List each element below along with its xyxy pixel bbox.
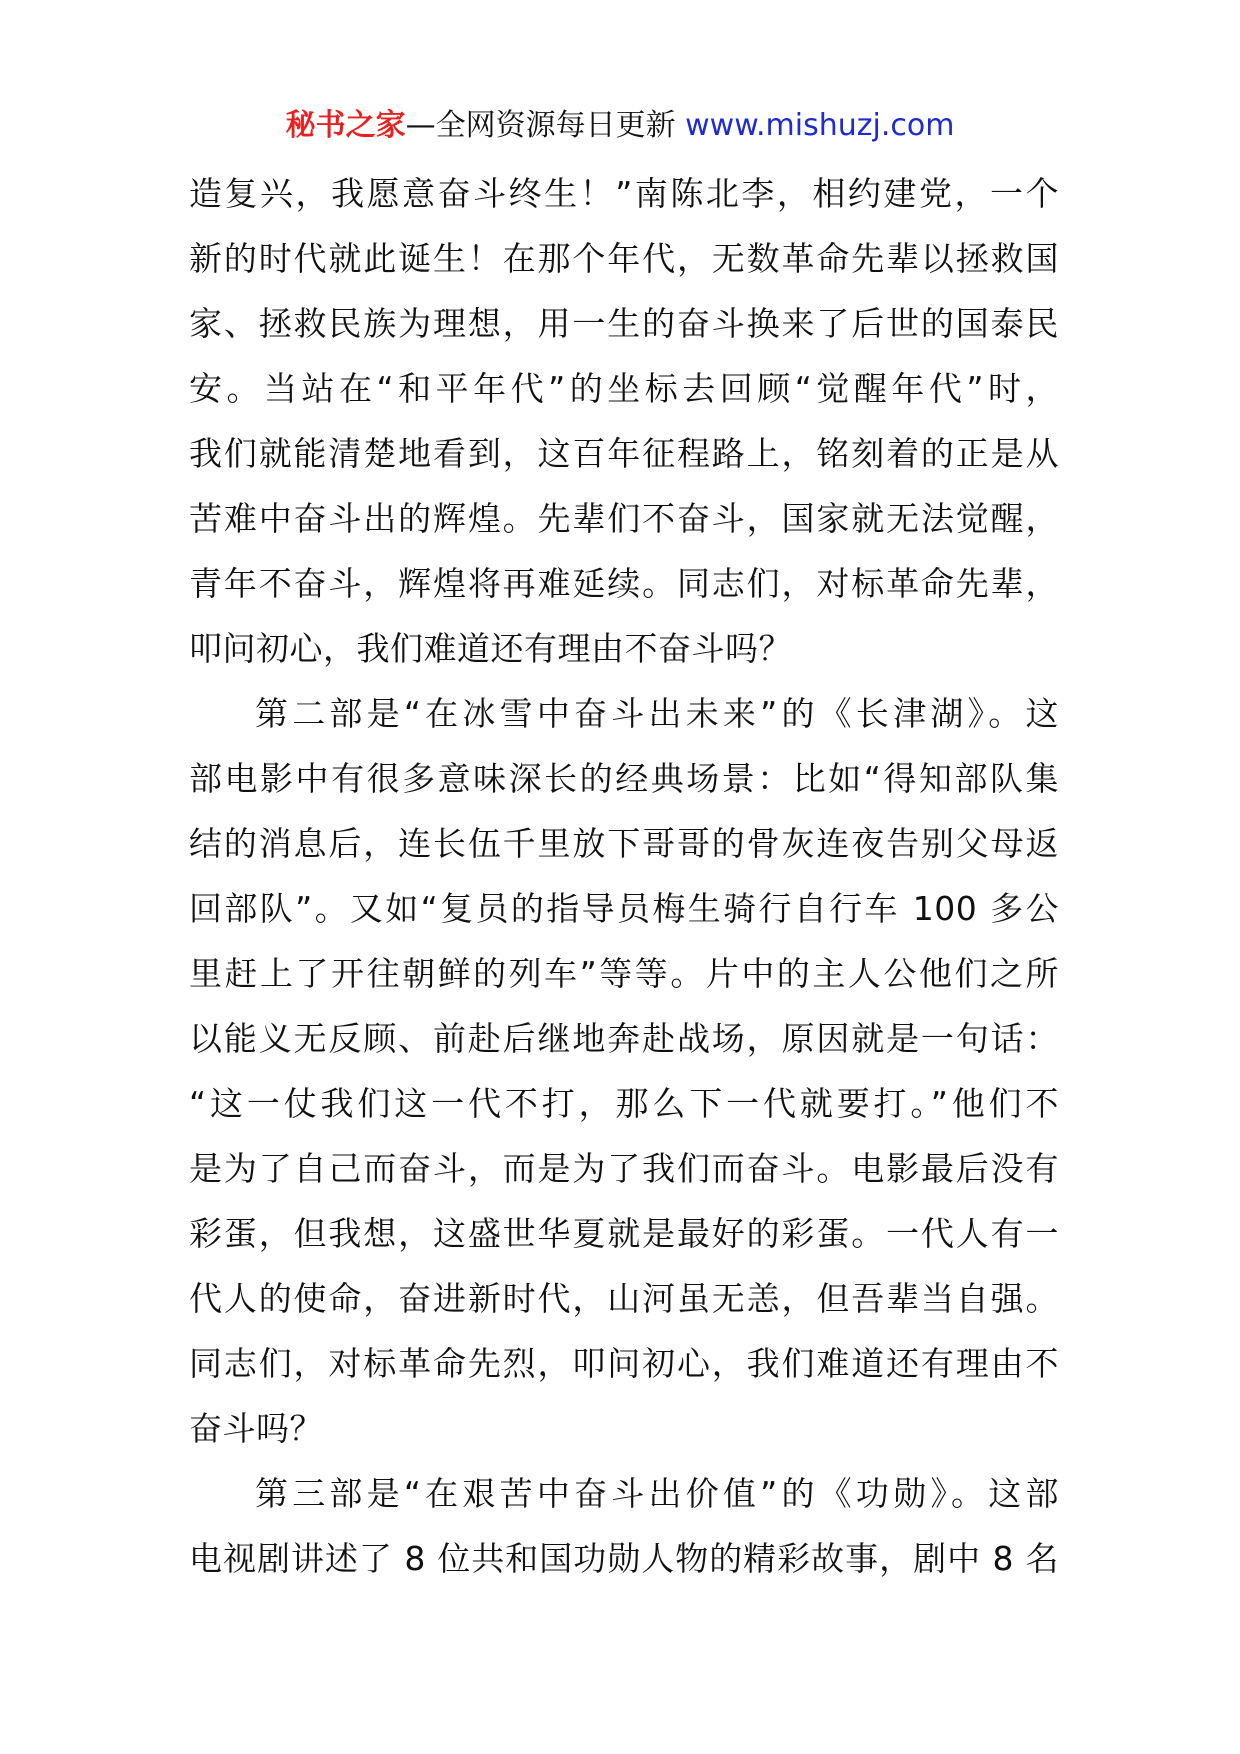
text-line: 是为了自己而奋斗，而是为了我们而奋斗。电影最后没有 xyxy=(189,1149,1059,1188)
text-line: 彩蛋，但我想，这盛世华夏就是最好的彩蛋。一代人有一 xyxy=(189,1214,1059,1253)
text-line: 代人的使命，奋进新时代，山河虽无恙，但吾辈当自强。 xyxy=(189,1279,1059,1318)
text-line: 同志们，对标革命先烈，叩问初心，我们难道还有理由不 xyxy=(189,1344,1059,1383)
text-line: “这一仗我们这一代不打，那么下一代就要打。”他们不 xyxy=(189,1084,1059,1123)
paragraph-start-line: 第二部是“在冰雪中奋斗出未来”的《长津湖》。这 xyxy=(255,694,1059,733)
text-line: 结的消息后，连长伍千里放下哥哥的骨灰连夜告别父母返 xyxy=(189,824,1059,863)
text-line: 部电影中有很多意味深长的经典场景：比如“得知部队集 xyxy=(189,759,1059,798)
page-header xyxy=(0,104,1240,148)
text-line: 青年不奋斗，辉煌将再难延续。同志们，对标革命先辈， xyxy=(189,564,1059,603)
text-line: 家、拯救民族为理想，用一生的奋斗换来了后世的国泰民 xyxy=(189,304,1059,343)
brand-name: 秘书之家 xyxy=(285,108,406,143)
text-line: 回部队”。又如“复员的指导员梅生骑行自行车 100 多公 xyxy=(189,889,1059,928)
text-line: 以能义无反顾、前赴后继地奔赴战场，原因就是一句话： xyxy=(189,1019,1059,1058)
site-url-link[interactable]: www.mishuzj.com xyxy=(685,108,955,143)
text-line: 新的时代就此诞生！在那个年代，无数革命先辈以拯救国 xyxy=(189,239,1059,278)
text-line: 我们就能清楚地看到，这百年征程路上，铭刻着的正是从 xyxy=(189,434,1059,473)
paragraph-start-line: 第三部是“在艰苦中奋斗出价值”的《功勋》。这部 xyxy=(255,1474,1059,1513)
text-line: 电视剧讲述了 8 位共和国功勋人物的精彩故事，剧中 8 名 xyxy=(189,1539,1059,1578)
text-line: 安。当站在“和平年代”的坐标去回顾“觉醒年代”时， xyxy=(189,369,1059,408)
text-line: 苦难中奋斗出的辉煌。先辈们不奋斗，国家就无法觉醒， xyxy=(189,499,1059,538)
header-tagline: —全网资源每日更新 xyxy=(405,108,686,143)
text-line: 造复兴，我愿意奋斗终生！”南陈北李，相约建党，一个 xyxy=(189,174,1059,213)
text-line: 里赶上了开往朝鲜的列车”等等。片中的主人公他们之所 xyxy=(189,954,1059,993)
text-line: 奋斗吗？ xyxy=(189,1409,323,1448)
body-text xyxy=(189,161,1059,1591)
text-line: 叩问初心，我们难道还有理由不奋斗吗？ xyxy=(189,629,792,668)
